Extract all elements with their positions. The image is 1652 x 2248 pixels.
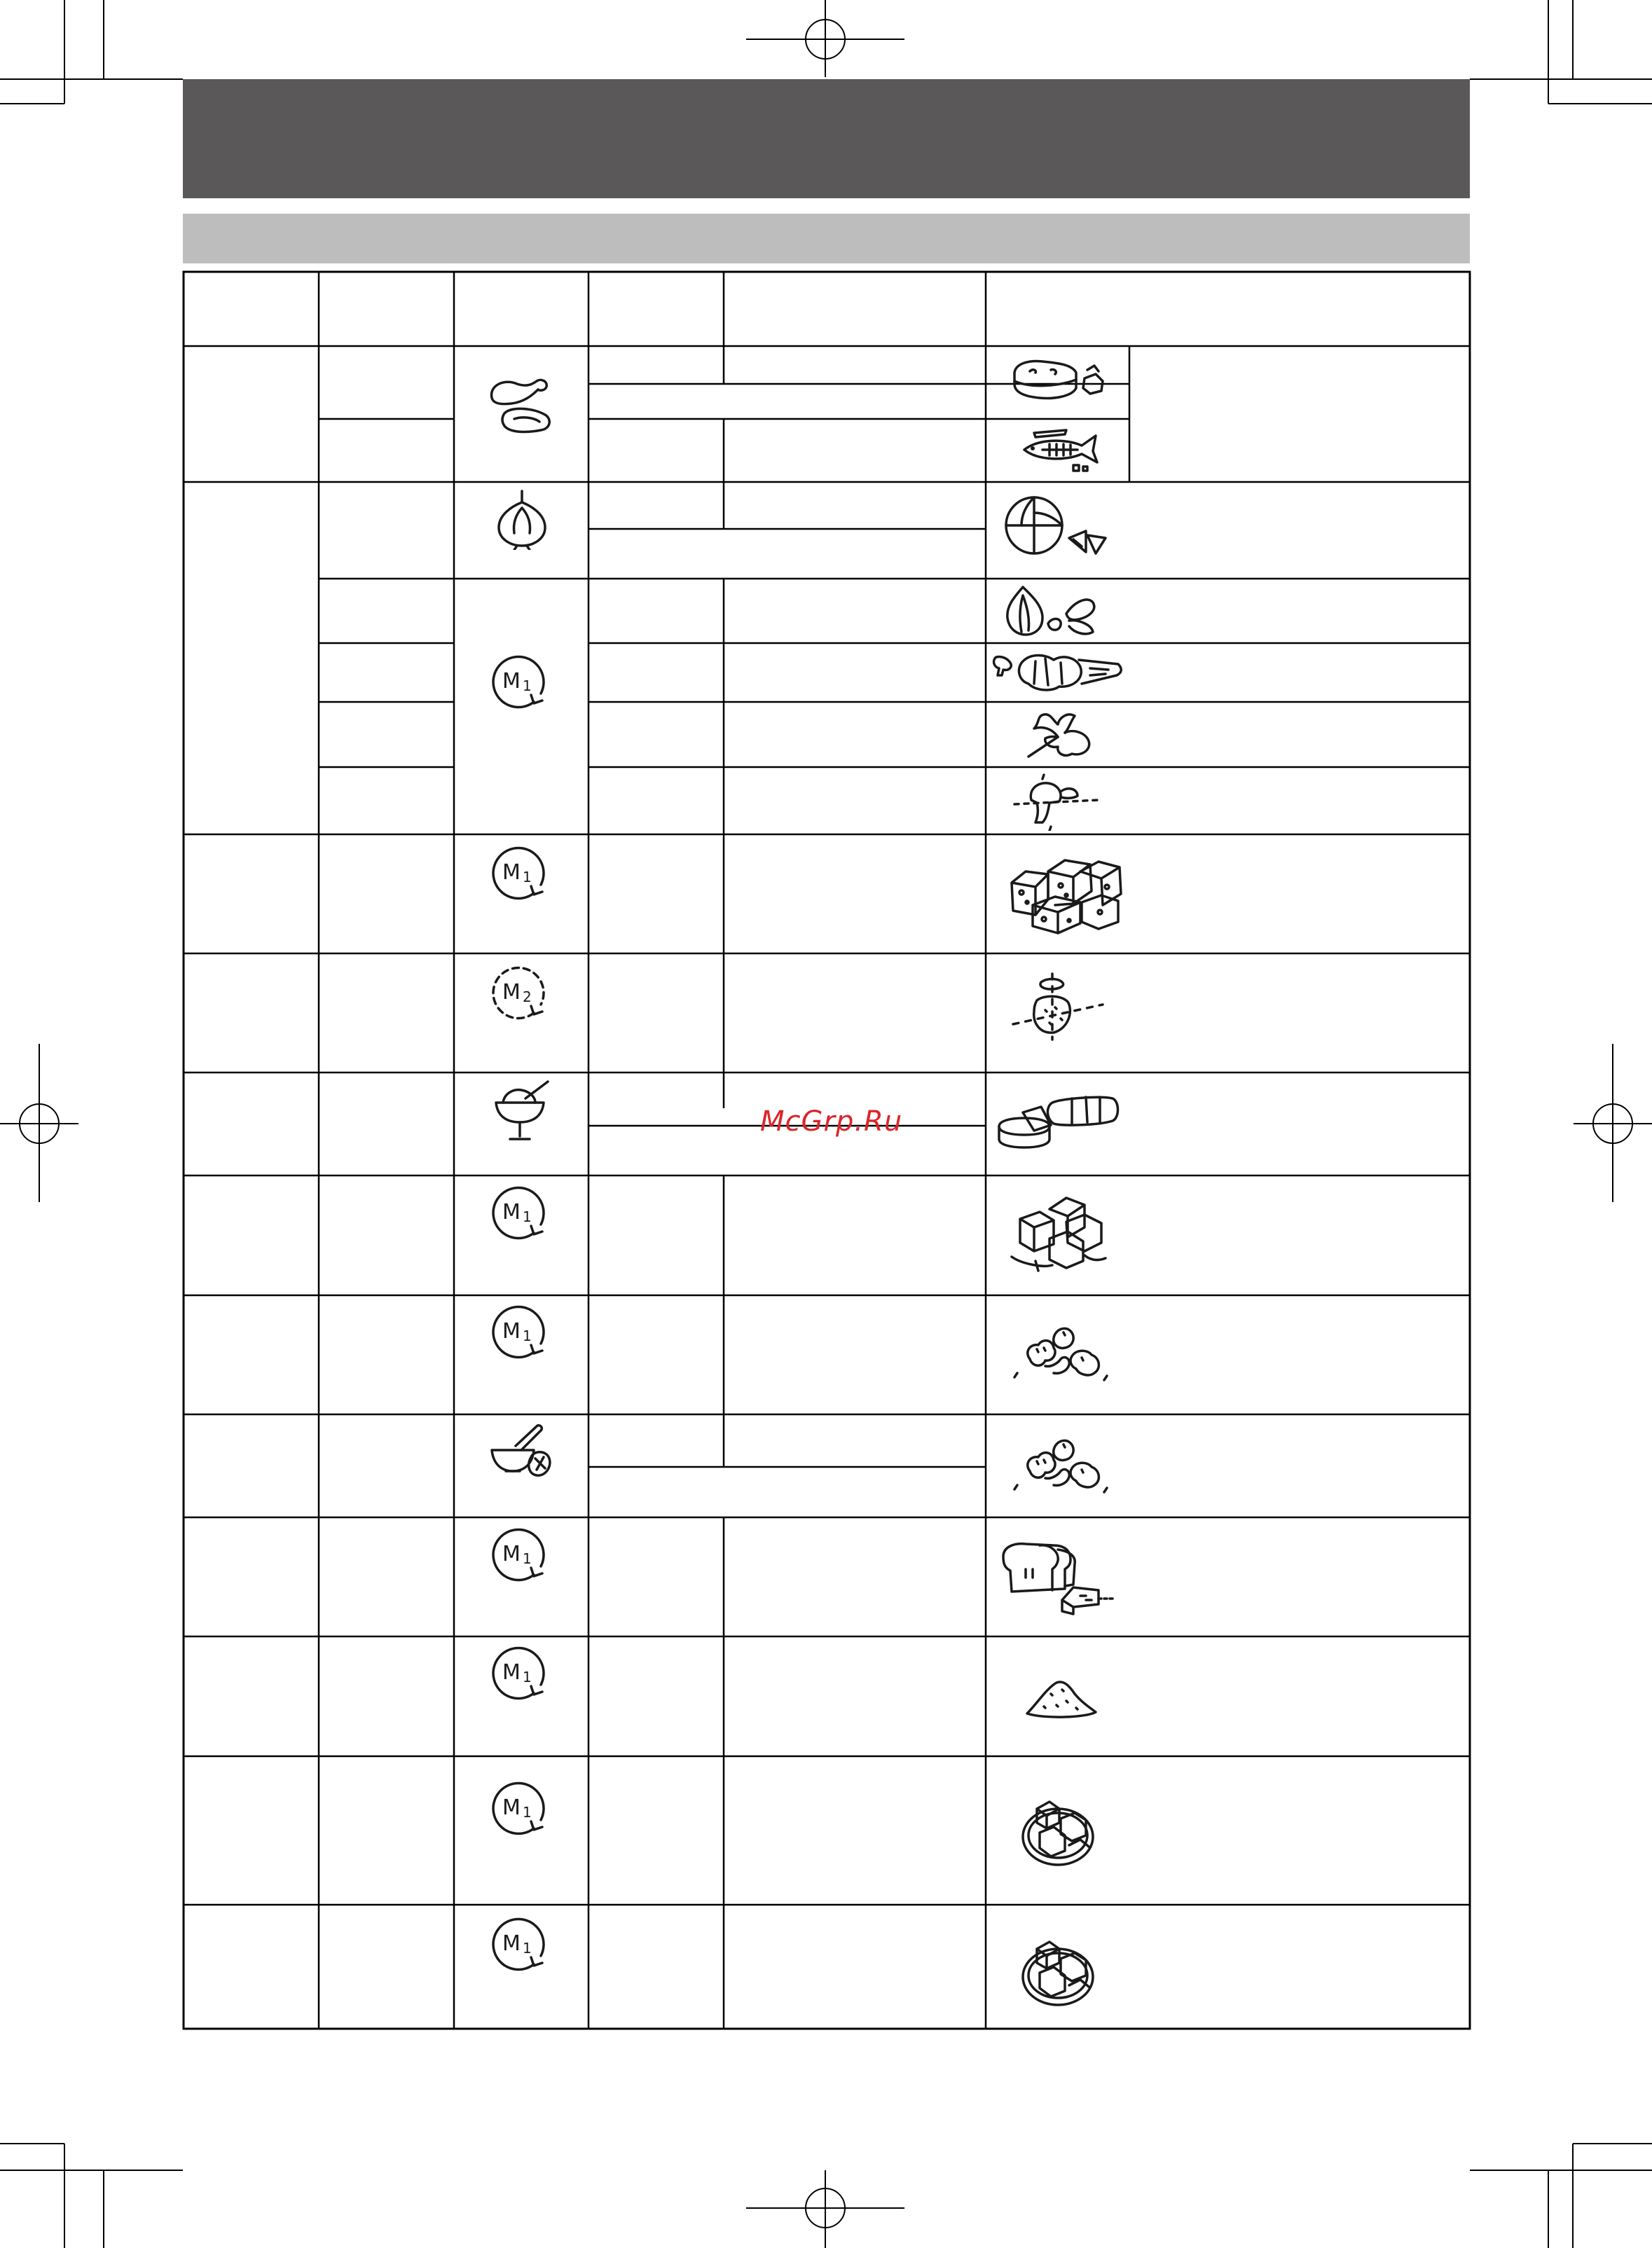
- meat-chicken-icon: [483, 370, 560, 440]
- m1-mode-icon: [490, 843, 549, 902]
- svg-text:M: M: [502, 1542, 521, 1566]
- m2-mode-icon: [490, 963, 549, 1021]
- onion-quarters-icon: [1000, 490, 1113, 569]
- fish-icon: [1017, 422, 1101, 478]
- apple-cut-icon: [1009, 970, 1107, 1047]
- ice-cubes-icon: [1007, 1191, 1113, 1275]
- meat-steak-icon: [1009, 356, 1107, 406]
- cheese-wheel-icon: [995, 1093, 1121, 1150]
- cubes-bowl-icon: [1019, 1926, 1103, 2011]
- m1-mode-icon: [490, 1182, 549, 1241]
- svg-text:M: M: [502, 860, 521, 885]
- m1-mode-icon: [490, 1524, 549, 1583]
- svg-text:1: 1: [523, 1669, 532, 1685]
- svg-text:M: M: [502, 1660, 521, 1685]
- nuts-icon: [1009, 1317, 1114, 1387]
- m1-mode-icon: [490, 1914, 549, 1973]
- svg-text:M: M: [502, 1319, 521, 1344]
- cheese-cubes-icon: [1005, 850, 1124, 937]
- garlic-icon: [1002, 581, 1114, 639]
- svg-text:2: 2: [523, 988, 532, 1005]
- svg-text:1: 1: [523, 1550, 532, 1567]
- nuts-icon: [1009, 1429, 1114, 1499]
- svg-text:1: 1: [523, 1328, 532, 1344]
- svg-text:M: M: [502, 1931, 521, 1956]
- ice-cream-glass-icon: [489, 1079, 553, 1143]
- m1-mode-icon: [490, 1643, 549, 1702]
- svg-text:1: 1: [523, 1208, 532, 1225]
- svg-text:M: M: [502, 980, 521, 1005]
- svg-text:1: 1: [523, 1940, 532, 1957]
- powder-icon: [1023, 1673, 1100, 1722]
- ginger-icon: [992, 647, 1125, 698]
- svg-text:1: 1: [523, 677, 532, 694]
- svg-text:1: 1: [523, 869, 532, 885]
- mushroom-icon: [1007, 772, 1106, 831]
- svg-text:1: 1: [523, 1804, 532, 1821]
- parsley-icon: [1019, 708, 1103, 764]
- svg-text:M: M: [502, 1200, 521, 1225]
- cubes-bowl-icon: [1019, 1786, 1103, 1870]
- bread-icon: [998, 1536, 1114, 1618]
- m1-label: M: [502, 669, 521, 694]
- table-border: [184, 272, 1470, 2029]
- mortar-pestle-icon: [488, 1422, 558, 1485]
- onion-icon: [490, 487, 553, 550]
- m1-mode-icon: [490, 1778, 549, 1837]
- m1-mode-icon: [490, 1302, 549, 1360]
- watermark-text: McGrp.Ru: [760, 1105, 903, 1138]
- svg-text:M: M: [502, 1795, 521, 1820]
- m1-mode-icon: [490, 651, 549, 710]
